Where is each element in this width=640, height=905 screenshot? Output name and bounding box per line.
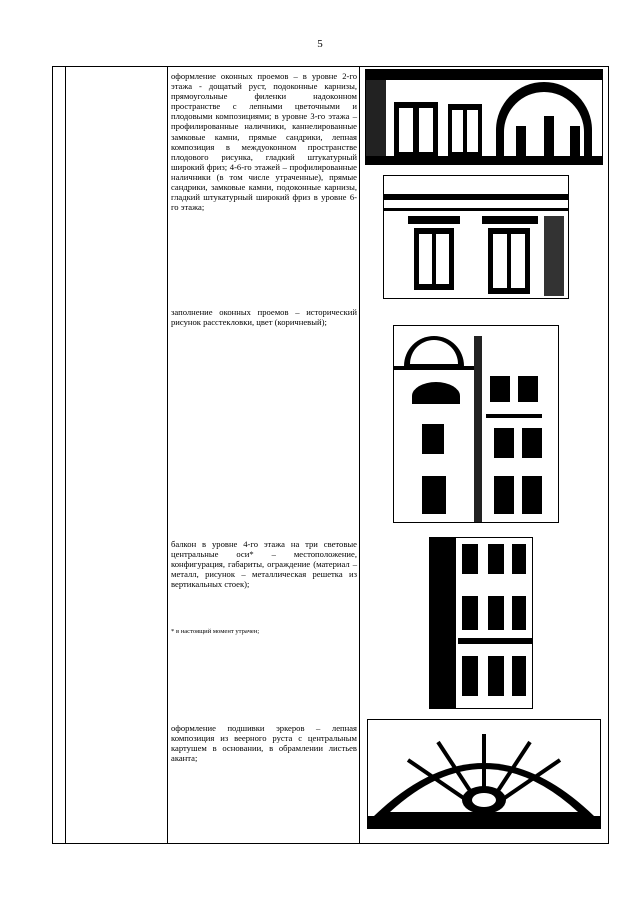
page-number: 5 (317, 38, 323, 50)
column-divider-3 (359, 67, 360, 843)
row-1-text: оформление оконных проемов – в уровне 2-го этажа - дощатый руст, подоконные карнизы, прямоугольные филенки надоконном пространстве с лепными цветочными и плодовыми композициями; в уровне 3-го этажа – профилированные наличники, каннелированные замковые камни, прямые сандрики, лепная композиция в междуоконном пространстве плодового рисунка, гладкий штукатурный широкий фриз; 4-6-го этажей – профилированные наличники (в том числе утраченные), прямые сандрики, замковые камни, подоконные карнизы, гладкий штукатурный широкий фриз в уровне 6-го этажа; (171, 71, 357, 213)
row-2-text: заполнение оконных проемов – исторический рисунок расстекловки, цвет (коричневый); (171, 307, 357, 328)
balcony-photo (429, 537, 533, 709)
attributes-table (52, 66, 609, 844)
facade-arch-photo (365, 69, 603, 165)
row-3-note: * в настоящий момент утрачен; (171, 628, 260, 635)
facade-windows-photo (383, 175, 569, 299)
facade-elevation-photo (393, 325, 559, 523)
column-divider-1 (65, 67, 66, 843)
column-divider-2 (167, 67, 168, 843)
row-3-text: балкон в уровне 4-го этажа на три световые центральные оси* – местоположение, конфигурация, габариты, ограждение (материал – металл, рисунок – металлическая решетка из вертикальных стоек); (171, 539, 357, 590)
soffit-ornament-photo (367, 719, 601, 829)
row-4-text: оформление подшивки эркеров – лепная композиция из веерного руста с центральным картушем в основании, в обрамлении листьев аканта; (171, 723, 357, 764)
